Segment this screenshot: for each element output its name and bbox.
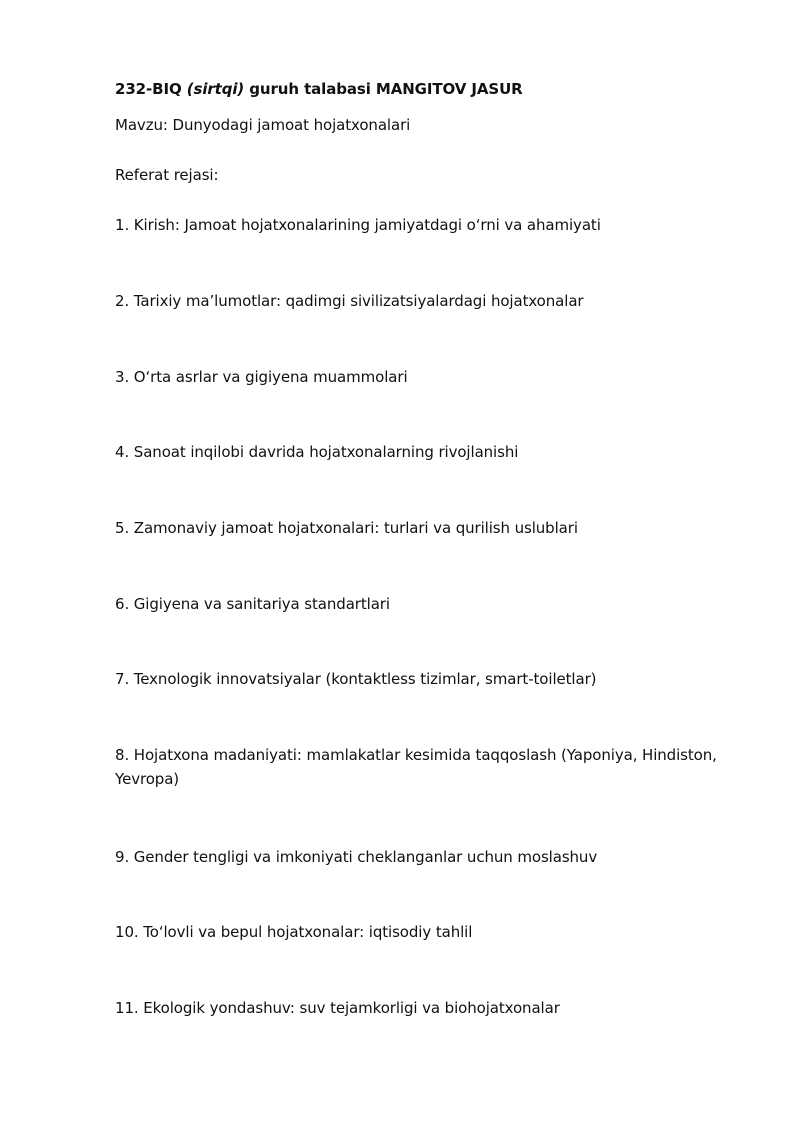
- study-mode: (sirtqi): [186, 80, 245, 98]
- plan-title: Referat rejasi:: [115, 166, 219, 184]
- plan-item-8: 8. Hojatxona madaniyati: mamlakatlar kesimida taqqoslash (Yaponiya, Hindiston, Yevropa): [115, 746, 717, 788]
- plan-item-4: 4. Sanoat inqilobi davrida hojatxonalarning rivojlanishi: [115, 443, 519, 461]
- plan-item-7: 7. Texnologik innovatsiyalar (kontaktless tizimlar, smart-toiletlar): [115, 670, 597, 688]
- plan-item-1: 1. Kirish: Jamoat hojatxonalarining jamiyatdagi o‘rni va ahamiyati: [115, 216, 601, 234]
- topic-line: Mavzu: Dunyodagi jamoat hojatxonalari: [115, 116, 411, 134]
- plan-item-10: 10. To‘lovli va bepul hojatxonalar: iqtisodiy tahlil: [115, 923, 473, 941]
- document-page: [115, 0, 755, 1131]
- plan-item-5: 5. Zamonaviy jamoat hojatxonalari: turlari va qurilish uslublari: [115, 519, 578, 537]
- student-label: guruh talabasi MANGITOV JASUR: [249, 80, 523, 98]
- plan-item-2: 2. Tarixiy ma’lumotlar: qadimgi sivilizatsiyalardagi hojatxonalar: [115, 292, 584, 310]
- plan-item-3: 3. O‘rta asrlar va gigiyena muammolari: [115, 368, 408, 386]
- plan-item-6: 6. Gigiyena va sanitariya standartlari: [115, 595, 390, 613]
- group-code: 232-BIQ: [115, 80, 182, 98]
- plan-item-11: 11. Ekologik yondashuv: suv tejamkorligi va biohojatxonalar: [115, 999, 560, 1017]
- plan-item-9: 9. Gender tengligi va imkoniyati cheklanganlar uchun moslashuv: [115, 848, 598, 866]
- author-header: [115, 77, 523, 101]
